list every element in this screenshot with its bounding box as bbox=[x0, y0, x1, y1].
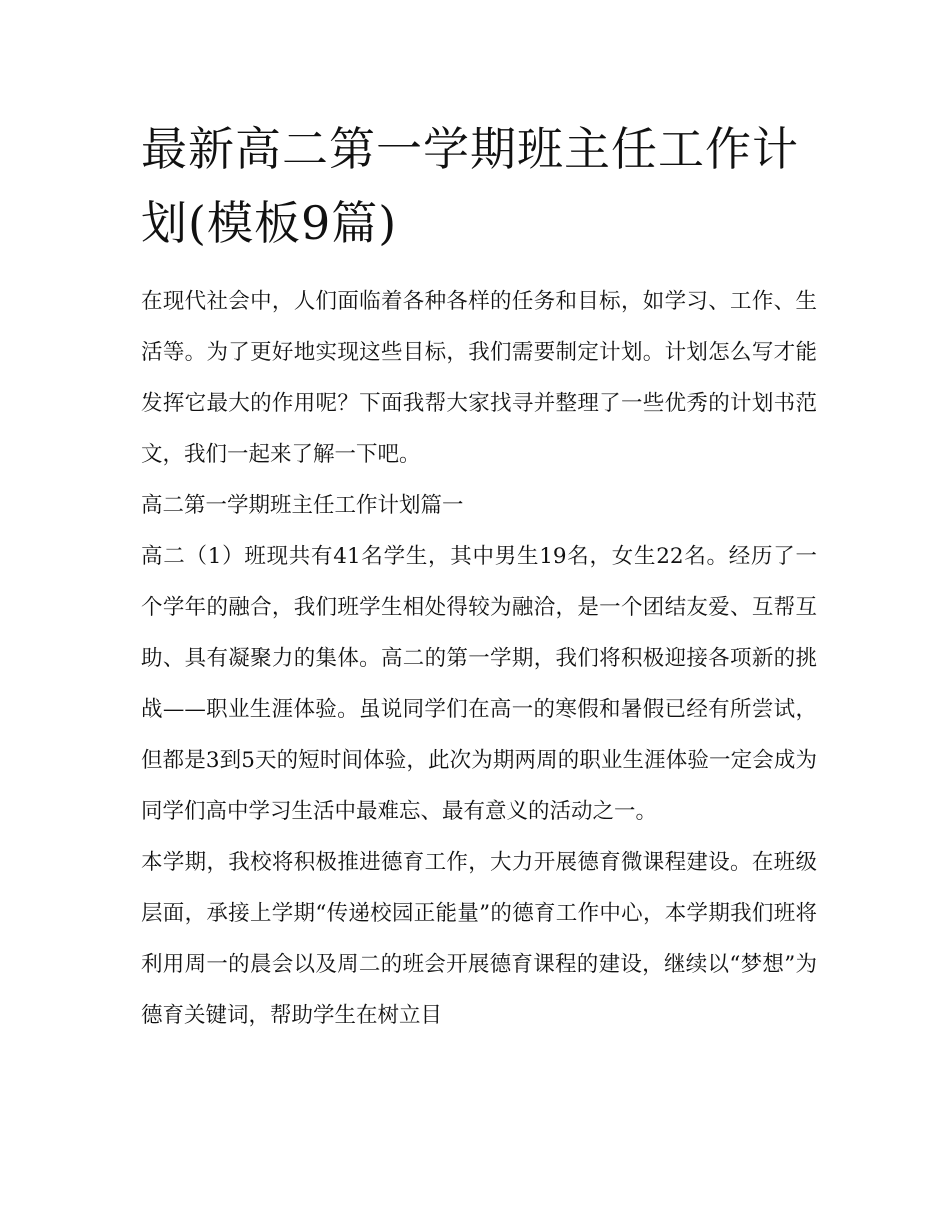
document-body bbox=[141, 276, 817, 1041]
section-heading: 高二第一学期班主任工作计划篇一 bbox=[141, 493, 464, 518]
class-overview-paragraph: 高二（1）班现共有41名学生，其中男生19名，女生22名。经历了一个学年的融合，我们班学生相处得较为融洽，是一个团结友爱、互帮互助、具有凝聚力的集体。高二的第一学期，我们将积极迎接各项新的挑战——职业生涯体验。虽说同学们在高一的寒假和暑假已经有所尝试，但都是3到5天的短时间体验，此次为期两周的职业生涯体验一定会成为同学们高中学习生活中最难忘、最有意义的活动之一。 bbox=[141, 544, 817, 824]
document-title: 最新高二第一学期班主任工作计划(模板9篇) bbox=[141, 122, 799, 250]
intro-paragraph: 在现代社会中，人们面临着各种各样的任务和目标，如学习、工作、生活等。为了更好地实现这些目标，我们需要制定计划。计划怎么写才能发挥它最大的作用呢？下面我帮大家找寻并整理了一些优秀的计划书范文，我们一起来了解一下吧。 bbox=[141, 289, 817, 467]
semester-plan-paragraph: 本学期，我校将积极推进德育工作，大力开展德育微课程建设。在班级层面，承接上学期“传递校园正能量”的德育工作中心，本学期我们班将利用周一的晨会以及周二的班会开展德育课程的建设，继续以“梦想”为德育关键词，帮助学生在树立目 bbox=[141, 850, 817, 1028]
